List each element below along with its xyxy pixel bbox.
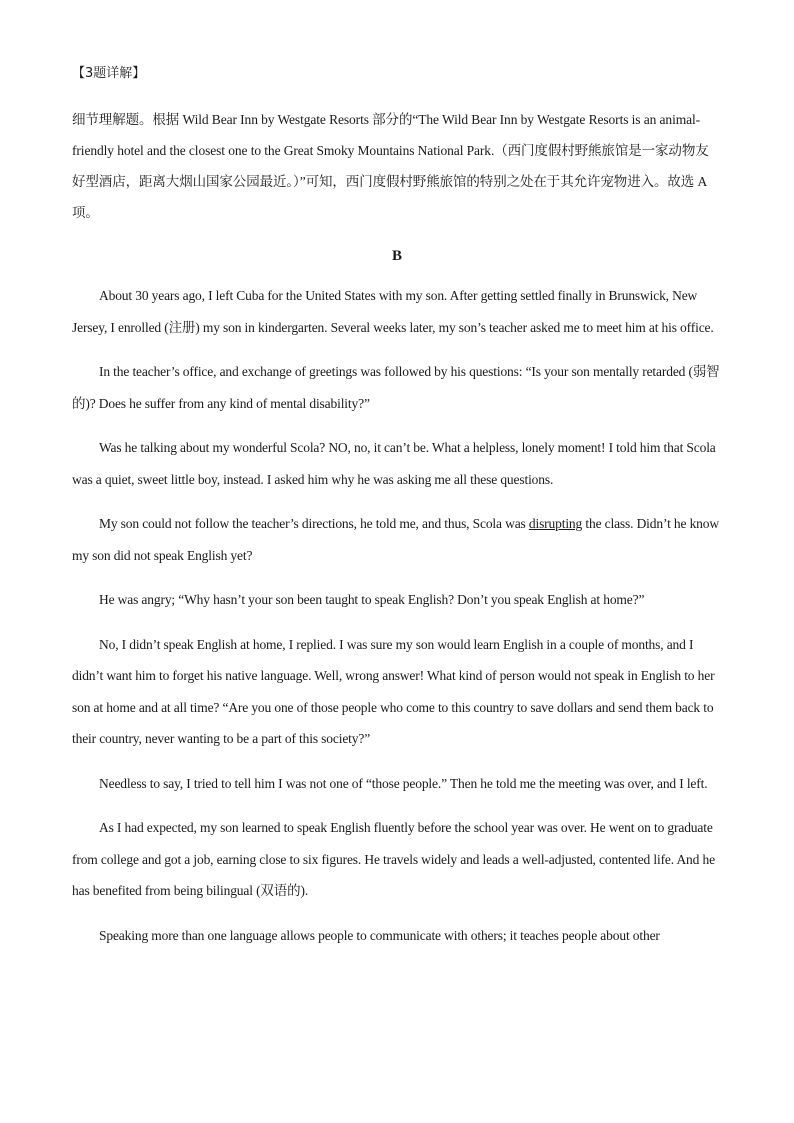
passage-paragraph-6: No, I didn’t speak English at home, I replied. I was sure my son would learn English in a couple of months, and I didn’t want him to forget his native language. Well, wrong answer! What kind of person would not speak in English to her son at home and at all time? “Are you one of those people who come to this country to save dollars and send them back to their country, never wanting to be a part of this society?” (72, 636, 715, 746)
passage-paragraph-2: In the teacher’s office, and exchange of greetings was followed by his questions: “Is your son mentally retarded (弱智的)? Does he suffer from any kind of mental disability?” (72, 364, 720, 411)
passage-section-letter: B (391, 248, 402, 264)
answer-explanation: 细节理解题。根据 Wild Bear Inn by Westgate Resorts 部分的“The Wild Bear Inn by Westgate Resorts is an animal-friendly hotel and the closest one to the Great Smoky Mountains National Park.（西门度假村野熊旅馆是一家动物友好型酒店，距离大烟山国家公园最近。）”可知，西门度假村野熊旅馆的特别之处在于其允许宠物进入。故选 A项。 (72, 112, 709, 220)
passage-paragraph-7: Needless to say, I tried to tell him I was not one of “those people.” Then he told me the meeting was over, and I left. (99, 775, 708, 791)
passage-paragraph-9: Speaking more than one language allows people to communicate with others; it teaches people about other (99, 927, 660, 943)
underlined-word-disrupting: disrupting (528, 516, 583, 531)
passage-paragraph-8: As I had expected, my son learned to speak English fluently before the school year was over. He went on to graduate from college and got a job, earning close to six figures. He travels widely and leads a well-adjusted, contented life. And he has benefited from being bilingual (双语的). (72, 820, 715, 898)
passage-paragraph-5: He was angry; “Why hasn’t your son been taught to speak English? Don’t you speak English at home?” (99, 592, 645, 607)
document-page (72, 62, 722, 964)
paragraph-4-after: the class. Didn’t he know my son did not speak English yet? (72, 516, 719, 563)
answer-detail-heading: 【3题详解】 (72, 66, 146, 81)
paragraph-4-before: My son could not follow the teacher’s directions, he told me, and thus, Scola was (99, 516, 529, 531)
passage-paragraph-3: Was he talking about my wonderful Scola? NO, no, it can’t be. What a helpless, lonely moment! I told him that Scola was a quiet, sweet little boy, instead. I asked him why he was asking me all these questions. (72, 440, 716, 487)
passage-paragraph-1: About 30 years ago, I left Cuba for the United States with my son. After getting settled finally in Brunswick, New Jersey, I enrolled (注册) my son in kindergarten. Several weeks later, my son’s teacher asked me to meet him at his office. (72, 288, 714, 335)
passage-paragraph-4 (72, 508, 722, 571)
